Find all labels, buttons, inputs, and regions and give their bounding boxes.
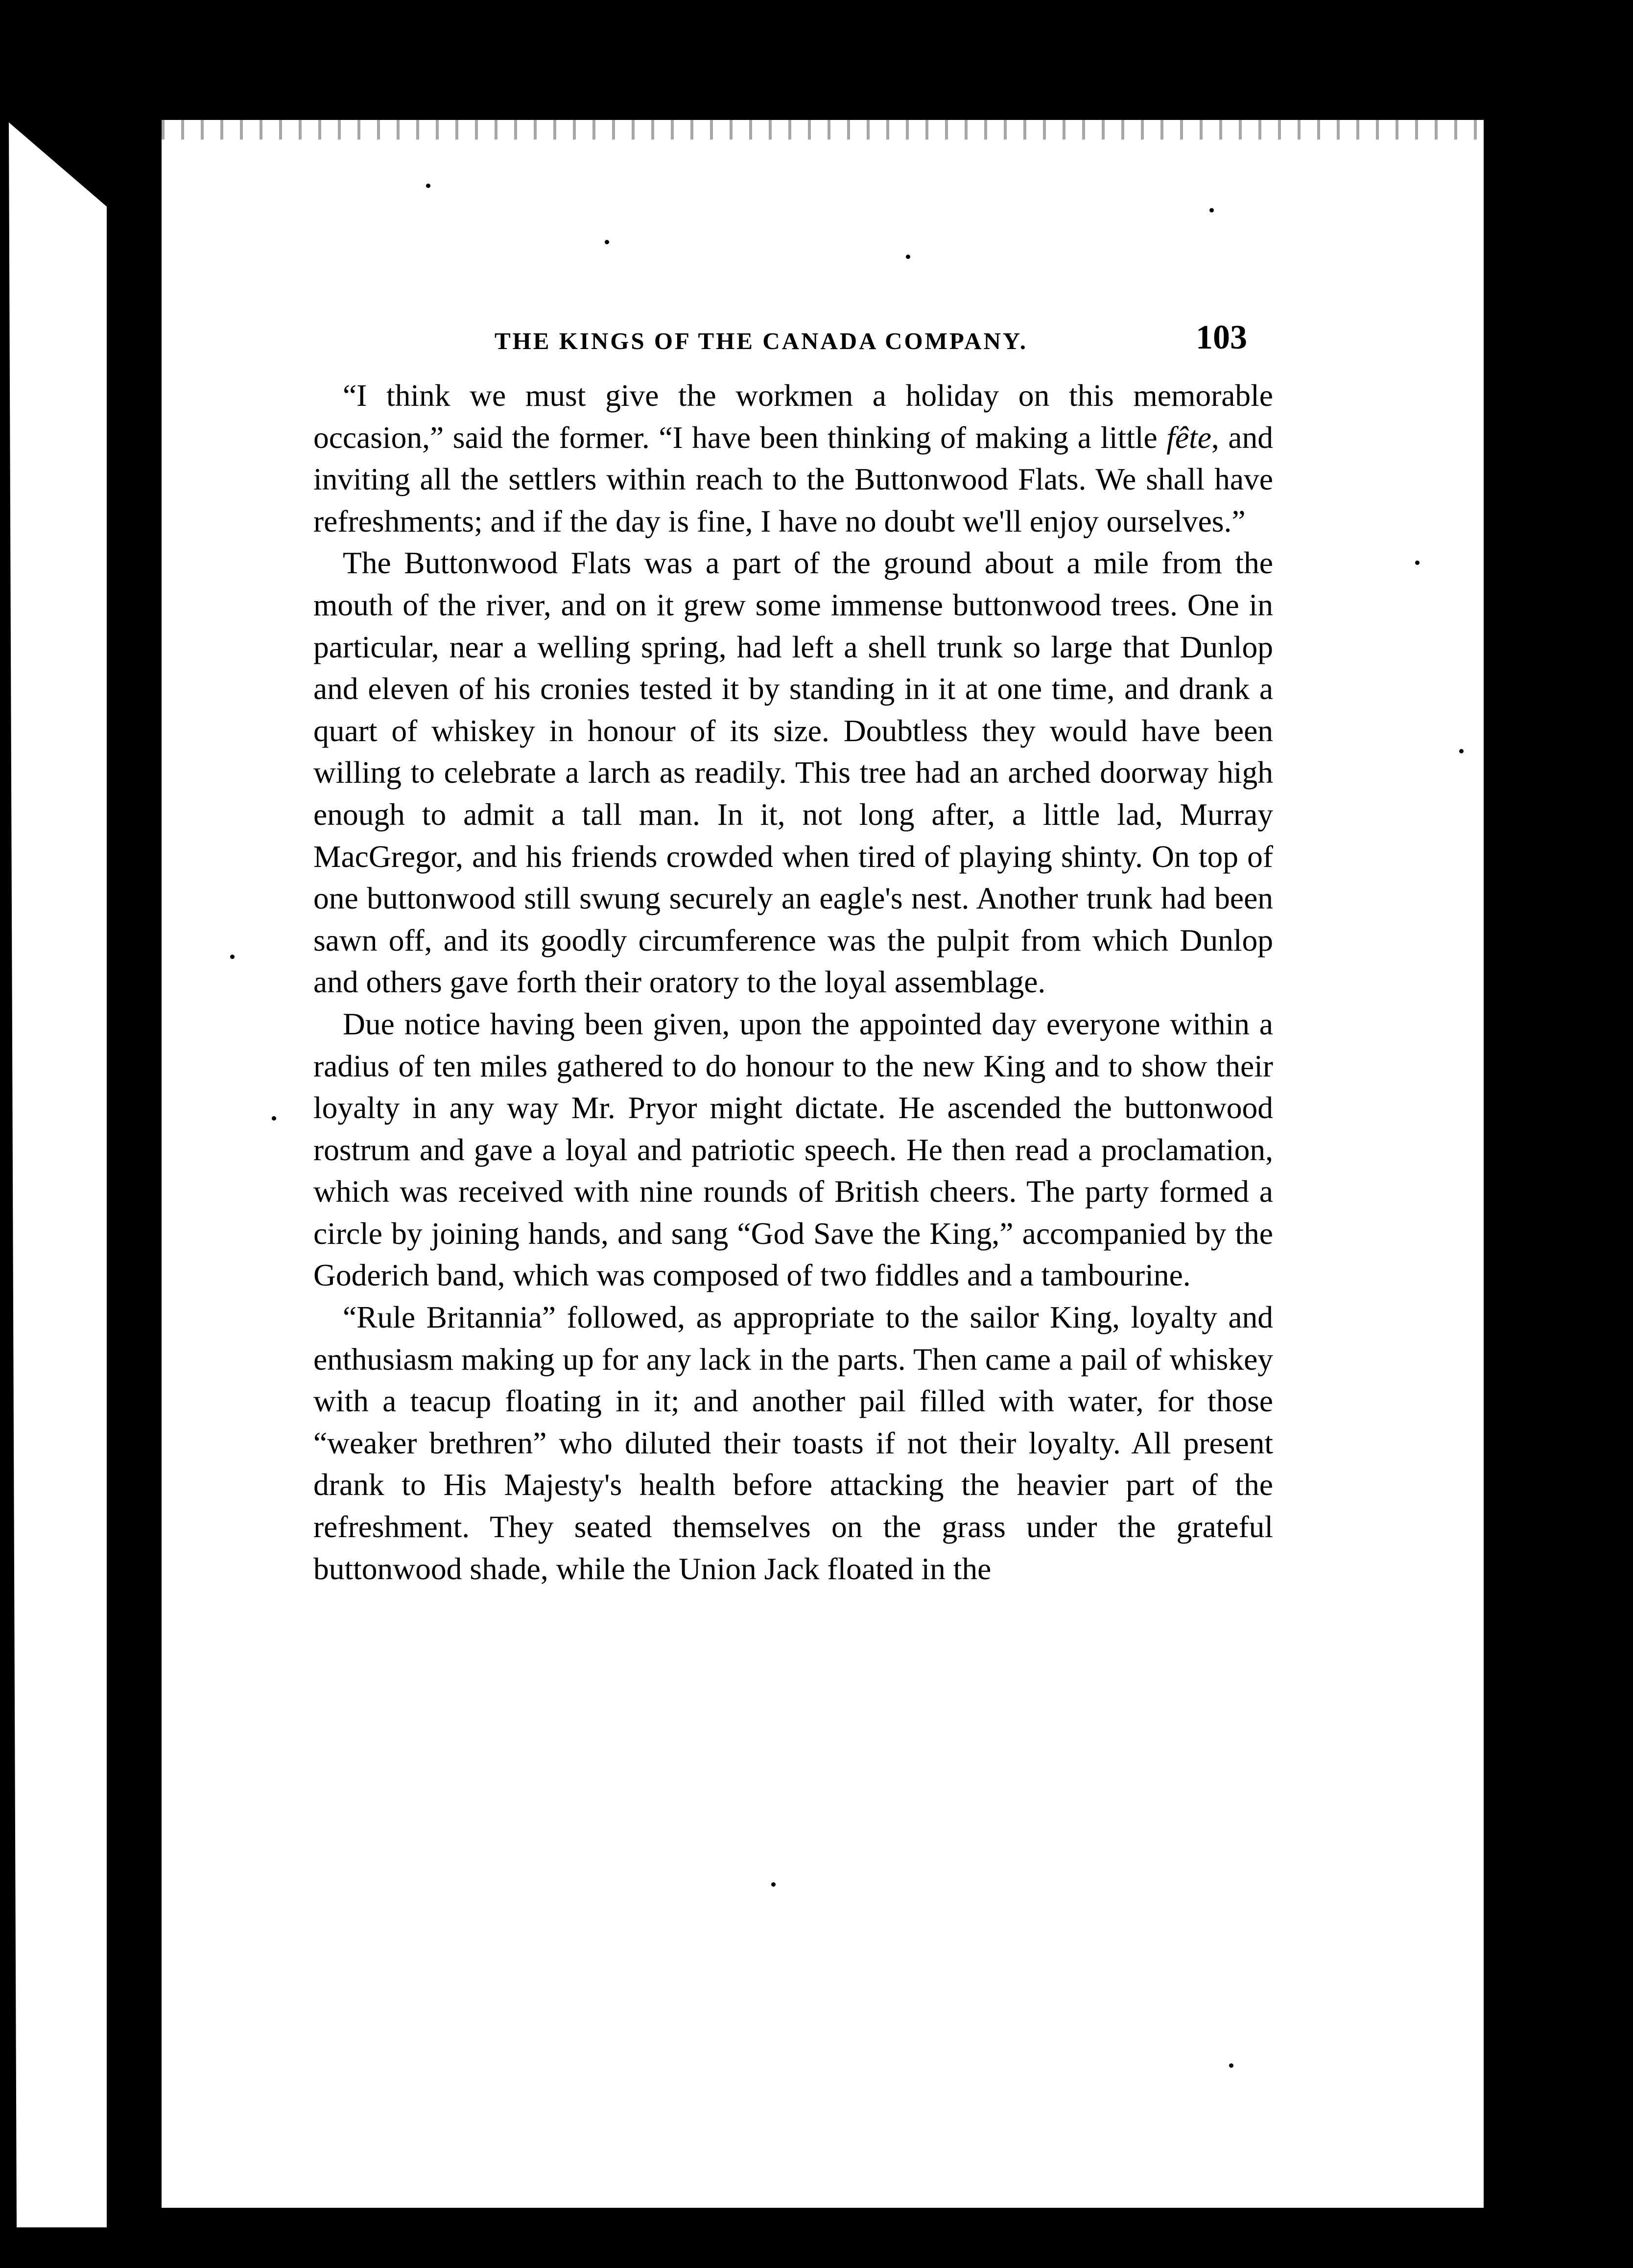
page-number: 103 xyxy=(1196,319,1247,356)
paragraph-1 xyxy=(313,374,1273,542)
paragraph-3-text: Due notice having been given, upon the appointed day everyone within a radius of ten miles gathered to do honour to the new King and to show their loyalty in any way Mr. Pryor might dictate. He ascended the buttonwood rostrum and gave a loyal and patriotic speech. He then read a proclamation, which was received with nine rounds of British cheers. The party formed a circle by joining hands, and sang “God Save the King,” accompanied by the Goderich band, which was composed of two fiddles and a tambourine. xyxy=(313,1006,1273,1293)
paragraph-4-text: “Rule Britannia” followed, as appropriate to the sailor King, loyalty and enthusiasm making up for any lack in the parts. Then came a pail of whiskey with a teacup floating in it; and another pail filled with water, for those “weaker brethren” who diluted their toasts if not their loyalty. All present drank to His Majesty's health before attacking the heavier part of the refreshment. They seated themselves on the grass under the grateful buttonwood shade, while the Union Jack floated in the xyxy=(313,1300,1273,1586)
paragraph-4 xyxy=(313,1296,1273,1590)
paragraph-1-text-end: , and inviting all the settlers within reach to the Buttonwood Flats. We shall have refreshments; and if the day is fine, I have no doubt we'll enjoy ourselves.” xyxy=(313,420,1273,538)
book-page xyxy=(162,120,1484,2208)
running-title: THE KINGS OF THE CANADA COMPANY. xyxy=(495,327,1028,354)
paragraph-2 xyxy=(313,542,1273,1003)
body-text xyxy=(313,374,1273,1590)
paragraph-3 xyxy=(313,1003,1273,1296)
left-page-edge xyxy=(9,122,107,2227)
running-header xyxy=(162,318,1484,357)
paragraph-2-text: The Buttonwood Flats was a part of the ground about a mile from the mouth of the river, and on it grew some immense buttonwood trees. One in particular, near a welling spring, had left a shell trunk so large that Dunlop and eleven of his cronies tested it by standing in it at one time, and drank a quart of whiskey in honour of its size. Doubtless they would have been willing to celebrate a larch as readily. This tree had an arched doorway high enough to admit a tall man. In it, not long after, a little lad, Murray MacGregor, and his friends crowded when tired of playing shinty. On top of one buttonwood still swung securely an eagle's nest. Another trunk had been sawn off, and its goodly circumference was the pulpit from which Dunlop and others gave forth their oratory to the loyal assemblage. xyxy=(313,545,1273,1000)
paragraph-1-text: “I think we must give the workmen a holiday on this memorable occasion,” said the former. “I have been thinking of making a little xyxy=(313,378,1273,455)
paragraph-1-italic: fête xyxy=(1166,420,1211,455)
